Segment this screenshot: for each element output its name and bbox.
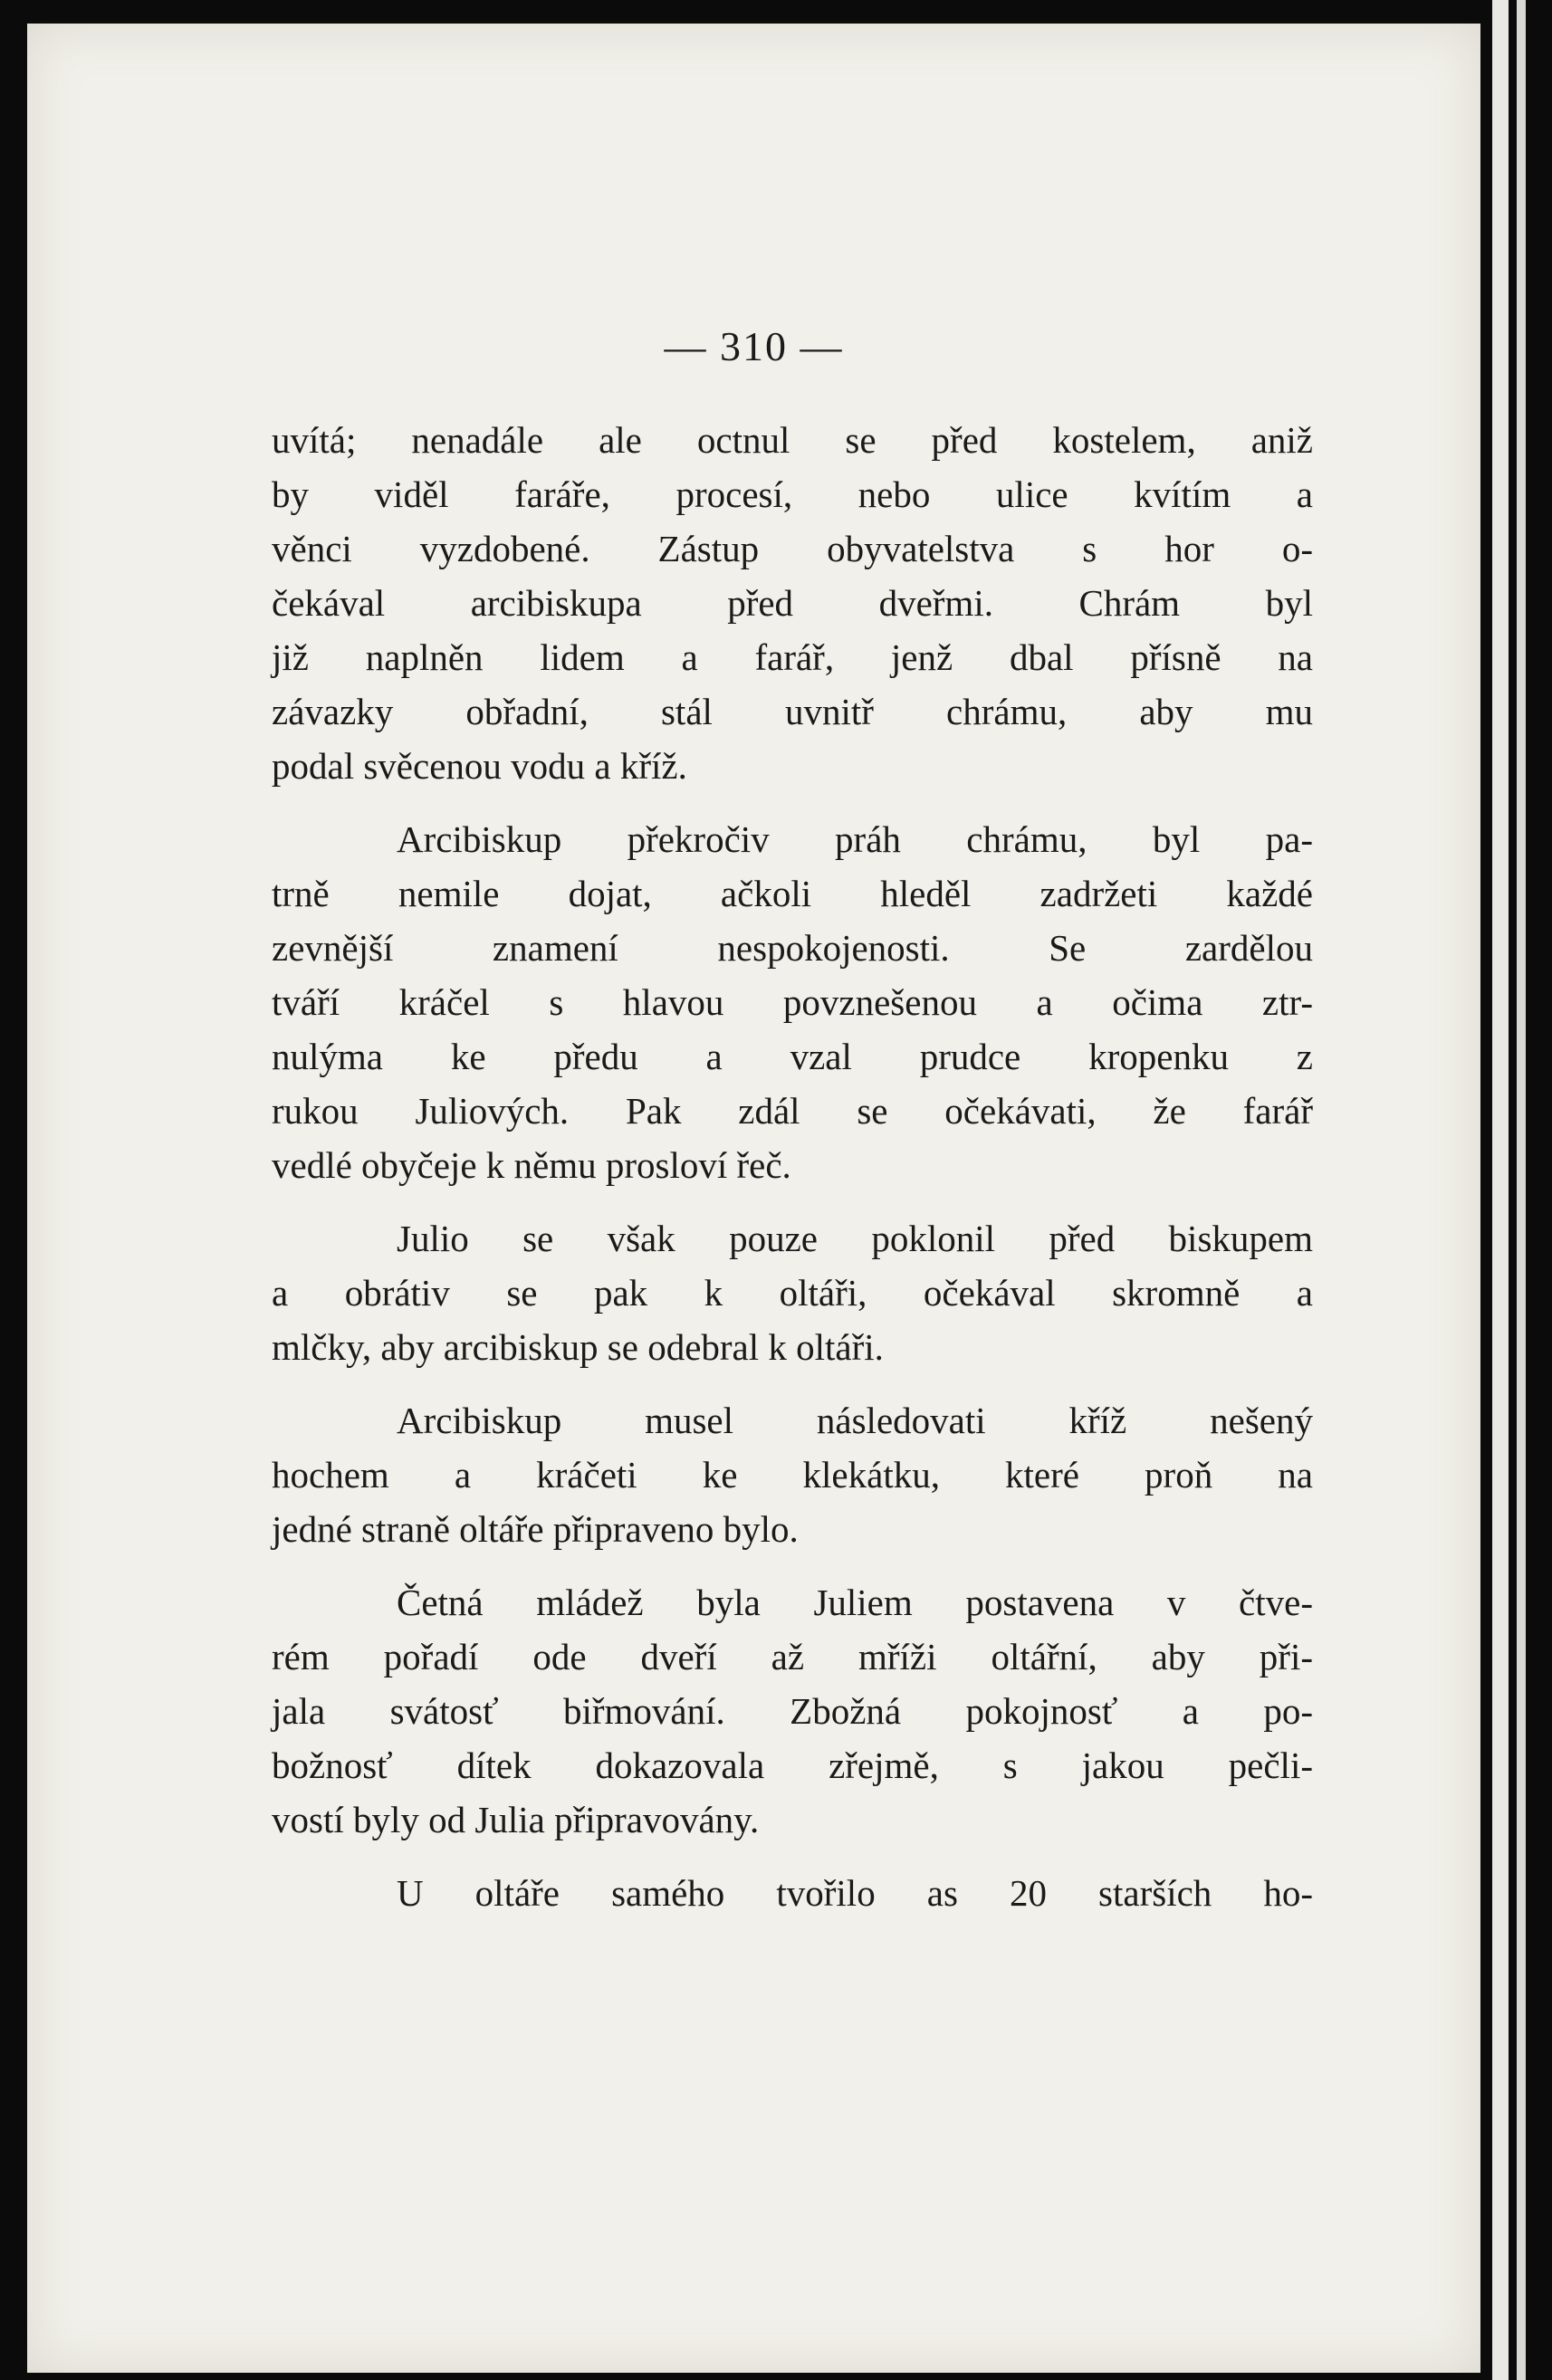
text-line: a obrátiv se pak k oltáři, očekával skromně a [272,1272,1313,1314]
book-page [27,24,1480,2373]
text-line: hochem a kráčeti ke klekátku, které proň na [272,1454,1313,1496]
paragraph-4 [272,1393,1313,1556]
text-line: rém pořadí ode dveří až mříži oltářní, aby při- [272,1636,1313,1677]
text-line: Julio se však pouze poklonil před biskupem [397,1218,1313,1259]
body-text [272,413,1313,1920]
text-line: tváří kráčel s hlavou povznešenou a očima ztr- [272,981,1313,1023]
text-line: vedlé obyčeje k němu prosloví řeč. [272,1144,791,1186]
text-line: již naplněn lidem a farář, jenž dbal přísně na [272,636,1313,678]
paragraph-5 [272,1575,1313,1847]
text-line: čekával arcibiskupa před dveřmi. Chrám byl [272,582,1313,624]
text-line: rukou Juliových. Pak zdál se očekávati, že farář [272,1090,1313,1132]
adjacent-page-edge [1517,0,1526,2380]
text-line: U oltáře samého tvořilo as 20 starších ho- [397,1872,1313,1914]
text-line: závazky obřadní, stál uvnitř chrámu, aby mu [272,691,1313,732]
text-line: Arcibiskup musel následovati kříž nešený [397,1400,1313,1441]
page-number: — 310 — [664,323,844,369]
text-line: jala svátosť biřmování. Zbožná pokojnosť a po- [272,1690,1313,1732]
text-line: Četná mládež byla Juliem postavena v čtve- [397,1582,1313,1623]
text-line: zevnější znamení nespokojenosti. Se zardělou [272,927,1313,969]
text-line: božnosť dítek dokazovala zřejmě, s jakou pečli- [272,1744,1313,1786]
text-line: věnci vyzdobené. Zástup obyvatelstva s hor o- [272,528,1313,569]
adjacent-page-edge [1492,0,1509,2380]
paragraph-6 [272,1866,1313,1920]
text-line: nulýma ke předu a vzal prudce kropenku z [272,1036,1313,1077]
text-line: Arcibiskup překročiv práh chrámu, byl pa- [397,818,1313,860]
text-line: mlčky, aby arcibiskup se odebral k oltáři. [272,1326,884,1368]
text-line: uvítá; nenadále ale octnul se před kostelem, aniž [272,419,1313,461]
text-line: podal svěcenou vodu a kříž. [272,745,687,787]
text-line: by viděl faráře, procesí, nebo ulice kvítím a [272,473,1313,515]
text-line: vostí byly od Julia připravovány. [272,1799,760,1840]
paragraph-1 [272,413,1313,793]
text-line: jedné straně oltáře připraveno bylo. [272,1508,799,1550]
paragraph-3 [272,1211,1313,1374]
text-line: trně nemile dojat, ačkoli hleděl zadržeti každé [272,873,1313,914]
paragraph-2 [272,812,1313,1192]
